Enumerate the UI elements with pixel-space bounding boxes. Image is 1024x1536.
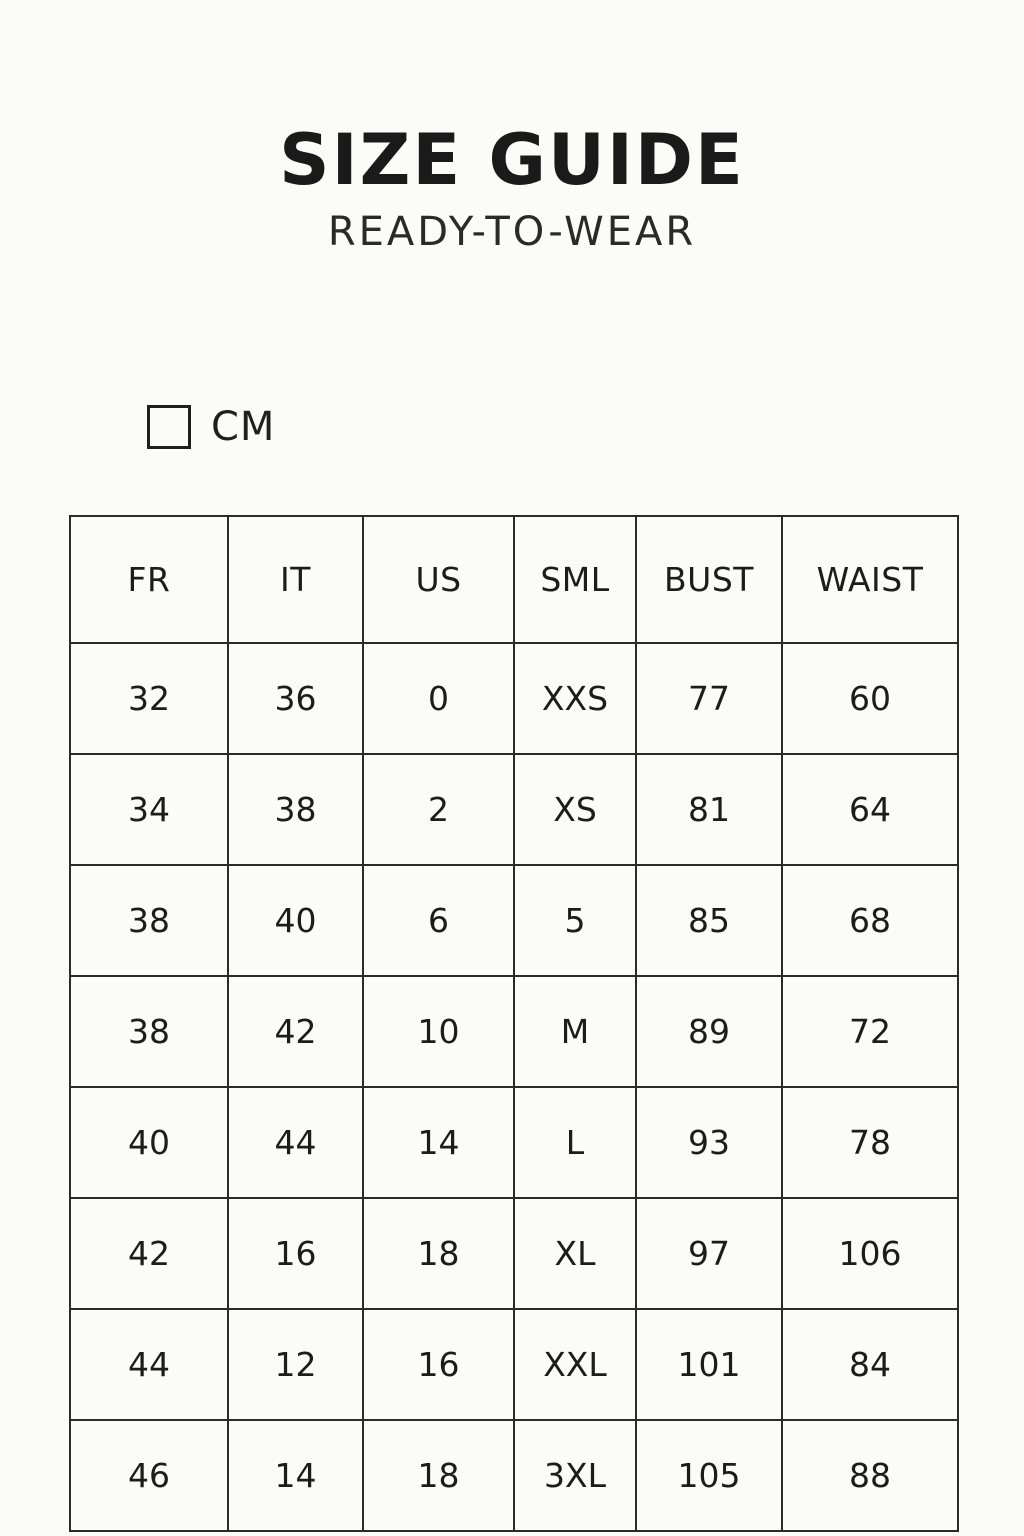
cell-waist: 84 bbox=[782, 1309, 958, 1420]
cell-fr: 46 bbox=[70, 1420, 228, 1531]
cell-it: 36 bbox=[228, 643, 363, 754]
table-row bbox=[70, 976, 958, 1087]
cell-fr: 40 bbox=[70, 1087, 228, 1198]
column-header-it: IT bbox=[228, 516, 363, 643]
page-title: SIZE GUIDE bbox=[279, 119, 745, 201]
cell-sml: XS bbox=[514, 754, 636, 865]
cell-fr: 34 bbox=[70, 754, 228, 865]
cell-it: 38 bbox=[228, 754, 363, 865]
cell-sml: 5 bbox=[514, 865, 636, 976]
cell-waist: 64 bbox=[782, 754, 958, 865]
cell-sml: XXL bbox=[514, 1309, 636, 1420]
cell-it: 16 bbox=[228, 1198, 363, 1309]
cell-us: 14 bbox=[363, 1087, 514, 1198]
cell-fr: 42 bbox=[70, 1198, 228, 1309]
cell-fr: 44 bbox=[70, 1309, 228, 1420]
cell-us: 18 bbox=[363, 1420, 514, 1531]
cell-bust: 85 bbox=[636, 865, 782, 976]
cell-sml: L bbox=[514, 1087, 636, 1198]
size-table bbox=[69, 515, 959, 1532]
cell-waist: 78 bbox=[782, 1087, 958, 1198]
table-header-row bbox=[70, 516, 958, 643]
cell-it: 42 bbox=[228, 976, 363, 1087]
cell-fr: 38 bbox=[70, 865, 228, 976]
cell-bust: 89 bbox=[636, 976, 782, 1087]
cell-us: 6 bbox=[363, 865, 514, 976]
cell-bust: 93 bbox=[636, 1087, 782, 1198]
table-row bbox=[70, 754, 958, 865]
cell-bust: 101 bbox=[636, 1309, 782, 1420]
table-row bbox=[70, 1309, 958, 1420]
cell-us: 16 bbox=[363, 1309, 514, 1420]
cell-us: 0 bbox=[363, 643, 514, 754]
cell-sml: XL bbox=[514, 1198, 636, 1309]
cell-waist: 60 bbox=[782, 643, 958, 754]
cell-bust: 77 bbox=[636, 643, 782, 754]
column-header-us: US bbox=[363, 516, 514, 643]
cell-fr: 38 bbox=[70, 976, 228, 1087]
cell-bust: 105 bbox=[636, 1420, 782, 1531]
cm-label: CM bbox=[211, 404, 276, 450]
column-header-sml: SML bbox=[514, 516, 636, 643]
column-header-bust: BUST bbox=[636, 516, 782, 643]
cell-it: 40 bbox=[228, 865, 363, 976]
cell-it: 44 bbox=[228, 1087, 363, 1198]
cell-us: 18 bbox=[363, 1198, 514, 1309]
table-row bbox=[70, 1198, 958, 1309]
table-row bbox=[70, 1087, 958, 1198]
column-header-waist: WAIST bbox=[782, 516, 958, 643]
cell-it: 14 bbox=[228, 1420, 363, 1531]
unit-toggle[interactable] bbox=[147, 403, 275, 451]
column-header-fr: FR bbox=[70, 516, 228, 643]
cell-fr: 32 bbox=[70, 643, 228, 754]
cm-checkbox[interactable] bbox=[147, 405, 191, 449]
cell-sml: M bbox=[514, 976, 636, 1087]
table-row bbox=[70, 1420, 958, 1531]
cell-bust: 97 bbox=[636, 1198, 782, 1309]
cell-us: 10 bbox=[363, 976, 514, 1087]
table-row bbox=[70, 643, 958, 754]
cell-bust: 81 bbox=[636, 754, 782, 865]
cell-it: 12 bbox=[228, 1309, 363, 1420]
cell-sml: 3XL bbox=[514, 1420, 636, 1531]
page-subtitle: READY-TO-WEAR bbox=[327, 209, 697, 255]
table-row bbox=[70, 865, 958, 976]
cell-waist: 88 bbox=[782, 1420, 958, 1531]
cell-us: 2 bbox=[363, 754, 514, 865]
cell-waist: 68 bbox=[782, 865, 958, 976]
cell-waist: 72 bbox=[782, 976, 958, 1087]
cell-sml: XXS bbox=[514, 643, 636, 754]
cell-waist: 106 bbox=[782, 1198, 958, 1309]
